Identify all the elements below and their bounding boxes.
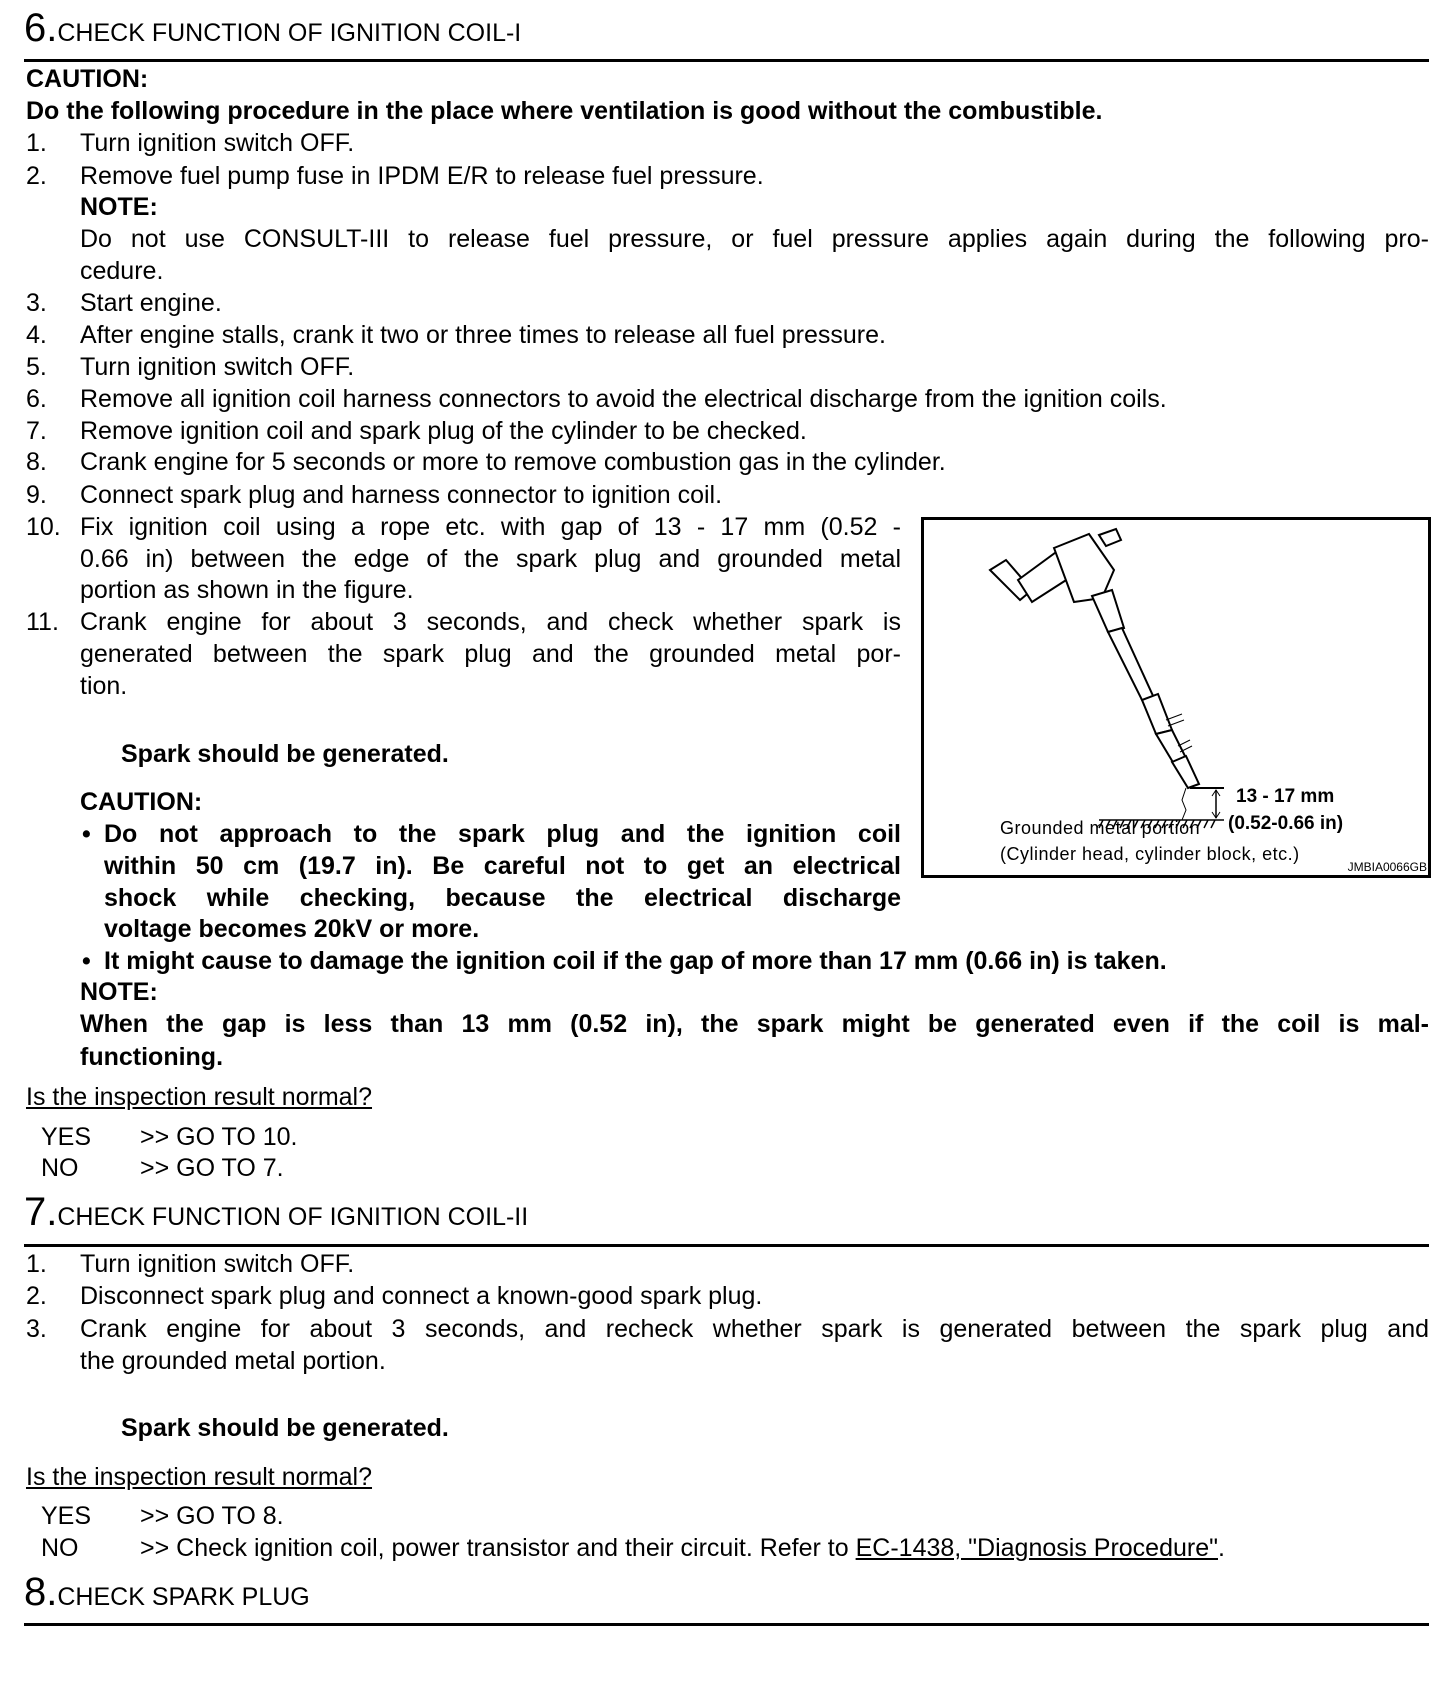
no-label: NO [41, 1534, 79, 1562]
yes-label: YES [41, 1502, 92, 1530]
caution-bullet: shock while checking, because the electrical discharge [104, 884, 901, 912]
step-text: Remove ignition coil and spark plug of the cylinder to be checked. [80, 417, 807, 445]
step-number: 1. [26, 129, 47, 157]
caution-text: Do the following procedure in the place where ventilation is good without the combustible. [26, 97, 1103, 125]
note-text: Do not use CONSULT-III to release fuel pressure, or fuel pressure applies again during the following pro- [80, 225, 1429, 253]
figure-code: JMBIA0066GB [1347, 860, 1427, 874]
step-number: 10. [26, 513, 61, 541]
step-text: Turn ignition switch OFF. [80, 353, 355, 381]
step-number: 4. [26, 321, 47, 349]
step-number: 6. [26, 385, 47, 413]
step-number: 11. [26, 608, 59, 636]
inspection-question: Is the inspection result normal? [26, 1463, 373, 1491]
spark-icon [1182, 788, 1186, 820]
divider [24, 1623, 1429, 1626]
no-label: NO [41, 1154, 79, 1182]
step-number: 7. [26, 417, 47, 445]
caution-bullet: voltage becomes 20kV or more. [104, 915, 480, 943]
spark-plug-body [1142, 694, 1172, 734]
step-text: Disconnect spark plug and connect a known-good spark plug. [80, 1282, 763, 1310]
note-text: When the gap is less than 13 mm (0.52 in), the spark might be generated even if the coil is mal- [80, 1010, 1429, 1038]
note-text: functioning. [80, 1043, 224, 1071]
coil-tube [1108, 628, 1154, 704]
step-text: Turn ignition switch OFF. [80, 129, 355, 157]
step-number: 8. [26, 448, 47, 476]
ground-label: Grounded metal portion [1000, 818, 1201, 838]
section-7-heading [24, 1190, 528, 1235]
section-number: 7. [24, 1190, 58, 1234]
step-text: Remove fuel pump fuse in IPDM E/R to release fuel pressure. [80, 162, 764, 190]
step-text: Turn ignition switch OFF. [80, 1250, 355, 1278]
diagnosis-procedure-link[interactable]: EC-1438, "Diagnosis Procedure" [855, 1534, 1218, 1562]
step-text: Crank engine for 5 seconds or more to remove combustion gas in the cylinder. [80, 448, 946, 476]
step-number: 3. [26, 289, 47, 317]
yes-action: >> GO TO 10. [140, 1123, 298, 1151]
gap-in-label: (0.52-0.66 in) [1228, 813, 1344, 834]
step-text: the grounded metal portion. [80, 1347, 386, 1375]
step-number: 9. [26, 481, 47, 509]
step-text: 0.66 in) between the edge of the spark plug and grounded metal [80, 545, 901, 573]
no-action: >> GO TO 7. [140, 1154, 284, 1182]
bullet-icon: • [82, 820, 91, 848]
caution-label: CAUTION: [26, 65, 149, 93]
ground-sublabel: (Cylinder head, cylinder block, etc.) [1000, 844, 1300, 864]
note-label: NOTE: [80, 193, 158, 221]
caution-label: CAUTION: [80, 788, 203, 816]
yes-label: YES [41, 1123, 92, 1151]
spec-text: Spark should be generated. [121, 1414, 449, 1442]
note-label: NOTE: [80, 978, 158, 1006]
step-text: tion. [80, 672, 128, 700]
yes-action: >> GO TO 8. [140, 1502, 284, 1530]
caution-bullet: It might cause to damage the ignition coil if the gap of more than 17 mm (0.66 in) is taken. [104, 947, 1167, 975]
step-text: Remove all ignition coil harness connectors to avoid the electrical discharge from the ignition coils. [80, 385, 1167, 413]
step-number: 5. [26, 353, 47, 381]
inspection-question: Is the inspection result normal? [26, 1083, 373, 1111]
divider [24, 59, 1429, 62]
ignition-coil-figure [921, 517, 1431, 878]
no-action [140, 1532, 1225, 1564]
section-6-heading [24, 6, 521, 51]
step-text: portion as shown in the figure. [80, 576, 414, 604]
section-8-heading [24, 1570, 310, 1615]
section-title: CHECK SPARK PLUG [57, 1583, 310, 1611]
step-text: Start engine. [80, 289, 222, 317]
section-title: CHECK FUNCTION OF IGNITION COIL-I [57, 19, 522, 47]
step-number: 3. [26, 1315, 47, 1343]
step-text: Connect spark plug and harness connector to ignition coil. [80, 481, 723, 509]
caution-bullet: within 50 cm (19.7 in). Be careful not to get an electrical [104, 852, 901, 880]
step-text: Crank engine for about 3 seconds, and recheck whether spark is generated between the spark plug and [80, 1315, 1429, 1343]
section-title: CHECK FUNCTION OF IGNITION COIL-II [57, 1203, 529, 1231]
section-number: 8. [24, 1570, 58, 1614]
step-number: 2. [26, 162, 47, 190]
bullet-icon: • [82, 947, 91, 975]
step-text: generated between the spark plug and the grounded metal por- [80, 640, 901, 668]
coil-boot [1092, 590, 1124, 632]
no-action-text: >> Check ignition coil, power transistor and their circuit. Refer to [140, 1534, 856, 1562]
step-text: Crank engine for about 3 seconds, and check whether spark is [80, 608, 901, 636]
note-text: cedure. [80, 257, 164, 285]
gap-mm-label: 13 - 17 mm [1236, 786, 1335, 807]
divider [24, 1244, 1429, 1247]
step-text: Fix ignition coil using a rope etc. with gap of 13 - 17 mm (0.52 - [80, 513, 901, 541]
step-text: After engine stalls, crank it two or three times to release all fuel pressure. [80, 321, 886, 349]
section-number: 6. [24, 6, 58, 50]
step-number: 1. [26, 1250, 47, 1278]
step-number: 2. [26, 1282, 47, 1310]
no-action-tail: . [1218, 1534, 1225, 1562]
spec-text: Spark should be generated. [121, 740, 449, 768]
caution-bullet: Do not approach to the spark plug and the ignition coil [104, 820, 901, 848]
spark-plug-tip [1172, 756, 1199, 788]
